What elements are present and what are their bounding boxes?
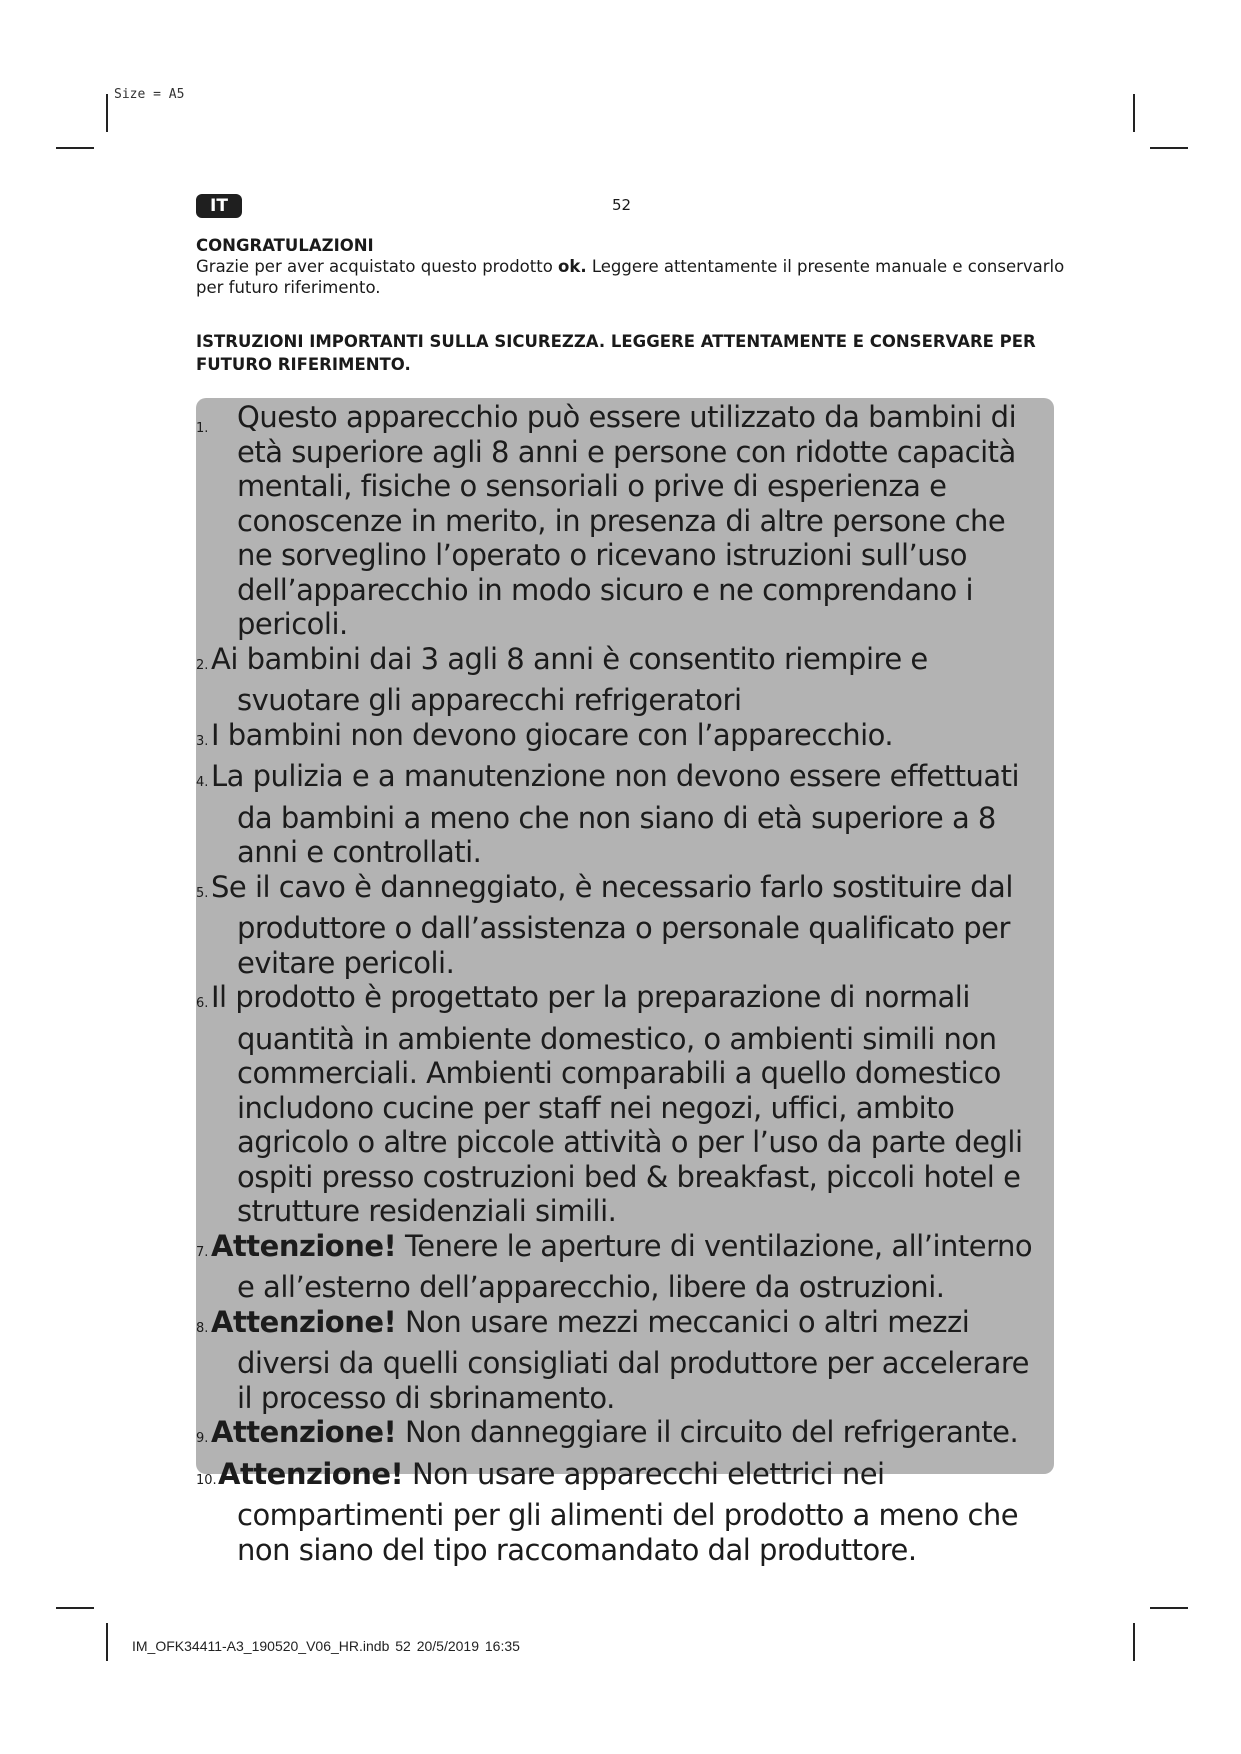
crop-mark-top-right-horizontal bbox=[1150, 147, 1188, 149]
warning-number: 9. bbox=[196, 1431, 209, 1446]
warning-number: 4. bbox=[196, 775, 209, 790]
warning-text: Ai bambini dai 3 agli 8 anni è consentito riempire e svuotare gli apparecchi refrigeratori bbox=[211, 641, 928, 717]
page-number: 52 bbox=[612, 196, 632, 214]
intro-text-after: Leggere attentamente il presente manuale e conservarlo per futuro riferimento. bbox=[196, 257, 1065, 297]
intro-title: CONGRATULAZIONI bbox=[196, 236, 374, 255]
warning-number: 8. bbox=[196, 1320, 209, 1336]
crop-mark-top-left-vertical bbox=[106, 94, 108, 132]
warning-number: 1. bbox=[196, 421, 209, 436]
crop-mark-bottom-right-horizontal bbox=[1150, 1607, 1188, 1609]
crop-mark-top-left-horizontal bbox=[56, 147, 94, 149]
warning-item-2 bbox=[196, 642, 1044, 718]
warning-item-6 bbox=[196, 980, 1044, 1229]
crop-mark-bottom-left-vertical bbox=[106, 1623, 108, 1661]
crop-mark-bottom-left-horizontal bbox=[56, 1607, 94, 1609]
warning-text: Questo apparecchio può essere utilizzato da bambini di età superiore agli 8 anni e persone con ridotte capacità mentali, fisiche o sensoriali o prive di esperienza e conoscenze in merito, in presenza di altre persone che ne sorveglino l’operato o ricevano istruzioni sull’uso dell’apparecchio in modo sicuro e ne comprendano i pericoli. bbox=[237, 400, 1017, 641]
print-size-label: Size = A5 bbox=[114, 87, 185, 102]
warning-text: La pulizia e a manutenzione non devono essere effettuati da bambini a meno che non siano di età superiore a 8 anni e controllati. bbox=[211, 759, 1020, 869]
warning-text: Non usare mezzi meccanici o altri mezzi diversi da quelli consigliati dal produttore per accelerare il processo di sbrinamento. bbox=[237, 1304, 1029, 1415]
warning-text: Non usare apparecchi elettrici nei compartimenti per gli alimenti del prodotto a meno che non siano del tipo raccomandato dal produttore. bbox=[237, 1456, 1019, 1567]
intro-text bbox=[196, 256, 1066, 298]
warning-number: 3. bbox=[196, 733, 209, 749]
brand-name: ok. bbox=[558, 257, 587, 276]
warning-text: I bambini non devono giocare con l’apparecchio. bbox=[211, 717, 894, 752]
warning-text: Se il cavo è danneggiato, è necessario farlo sostituire dal produttore o dall’assistenza o personale qualificato per evitare pericoli. bbox=[211, 869, 1013, 980]
crop-mark-top-right-vertical bbox=[1133, 94, 1135, 132]
warning-number: 2. bbox=[196, 657, 209, 673]
warning-item-1 bbox=[196, 400, 1044, 642]
warning-text: Non danneggiare il circuito del refrigerante. bbox=[396, 1415, 1019, 1449]
warning-label: Attenzione! bbox=[211, 1304, 397, 1339]
warning-label: Attenzione! bbox=[211, 1415, 397, 1449]
warning-item-9 bbox=[196, 1415, 1044, 1457]
language-badge: IT bbox=[196, 194, 242, 218]
intro-text-before: Grazie per aver acquistato questo prodotto bbox=[196, 257, 559, 276]
print-imprint-footer: IM_OFK34411-A3_190520_V06_HR.indb 52 20/5/2019 16:35 bbox=[132, 1638, 520, 1654]
safety-warnings-box bbox=[196, 398, 1054, 1567]
warning-number: 5. bbox=[196, 885, 209, 901]
warning-item-8 bbox=[196, 1305, 1044, 1416]
warning-number: 6. bbox=[196, 996, 209, 1011]
intro-section bbox=[196, 235, 1066, 298]
warning-text: Il prodotto è progettato per la preparazione di normali quantità in ambiente domestico, o ambienti simili non commerciali. Ambienti comparabili a quello domestico includono cucine per staff nei negozi, uffici, ambito agricolo o altre piccole attività o per l’uso da parte degli ospiti presso costruzioni bed & breakfast, piccoli hotel e strutture residenziali simili. bbox=[211, 980, 1023, 1228]
warning-item-7 bbox=[196, 1229, 1044, 1305]
warning-item-5 bbox=[196, 870, 1044, 981]
warning-number: 10. bbox=[196, 1472, 217, 1488]
warning-label: Attenzione! bbox=[218, 1456, 404, 1491]
warning-item-10 bbox=[196, 1457, 1044, 1568]
warning-item-4 bbox=[196, 759, 1044, 870]
warning-label: Attenzione! bbox=[211, 1228, 397, 1263]
safety-heading: ISTRUZIONI IMPORTANTI SULLA SICUREZZA. LEGGERE ATTENTAMENTE E CONSERVARE PER FUTURO RIFERIMENTO. bbox=[196, 332, 1036, 374]
warning-text: Tenere le aperture di ventilazione, all’interno e all’esterno dell’apparecchio, libere da ostruzioni. bbox=[237, 1228, 1033, 1304]
warning-item-3 bbox=[196, 718, 1044, 760]
warning-number: 7. bbox=[196, 1244, 209, 1260]
crop-mark-bottom-right-vertical bbox=[1133, 1623, 1135, 1661]
